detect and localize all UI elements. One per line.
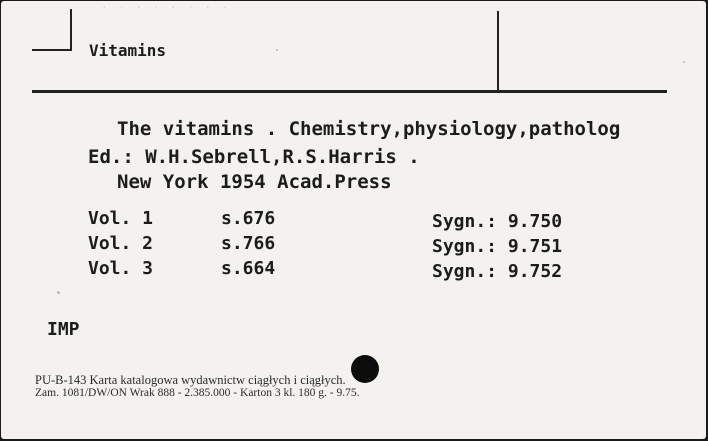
card-heading: Vitamins	[89, 41, 167, 60]
corner-mark-horizontal	[32, 49, 72, 51]
volume-signature: Sygn.: 9.752	[432, 261, 563, 282]
punch-hole	[351, 355, 379, 383]
volume-label: Vol. 1	[88, 208, 154, 229]
volume-signature: Sygn.: 9.751	[432, 236, 563, 257]
footer-line-2: Zam. 1081/DW/ON Wrak 888 - 2.385.000 - Karton 3 kl. 180 g. - 9.75.	[35, 387, 360, 399]
paper-speck	[683, 61, 685, 63]
volume-pages: s.676	[221, 208, 276, 229]
corner-mark-vertical	[70, 9, 72, 51]
title-line: The vitamins . Chemistry,physiology,patholog	[117, 118, 621, 140]
paper-speck	[276, 49, 278, 51]
catalog-card	[1, 1, 706, 439]
header-separator	[497, 11, 499, 91]
volume-signature: Sygn.: 9.750	[432, 211, 563, 232]
header-rule	[32, 90, 667, 93]
volume-label: Vol. 3	[88, 258, 154, 279]
volume-label: Vol. 2	[88, 233, 154, 254]
publisher-line: New York 1954 Acad.Press	[117, 171, 392, 193]
paper-speck	[57, 291, 60, 294]
volume-pages: s.664	[221, 258, 276, 279]
footer-line-1: PU-B-143 Karta katalogowa wydawnictw ciągłych i ciągłych.	[35, 373, 346, 387]
faint-impression: · · · · · · · ·	[101, 1, 231, 14]
imp-label: IMP	[47, 319, 80, 340]
volume-pages: s.766	[221, 233, 276, 254]
editors-line: Ed.: W.H.Sebrell,R.S.Harris .	[88, 146, 420, 168]
